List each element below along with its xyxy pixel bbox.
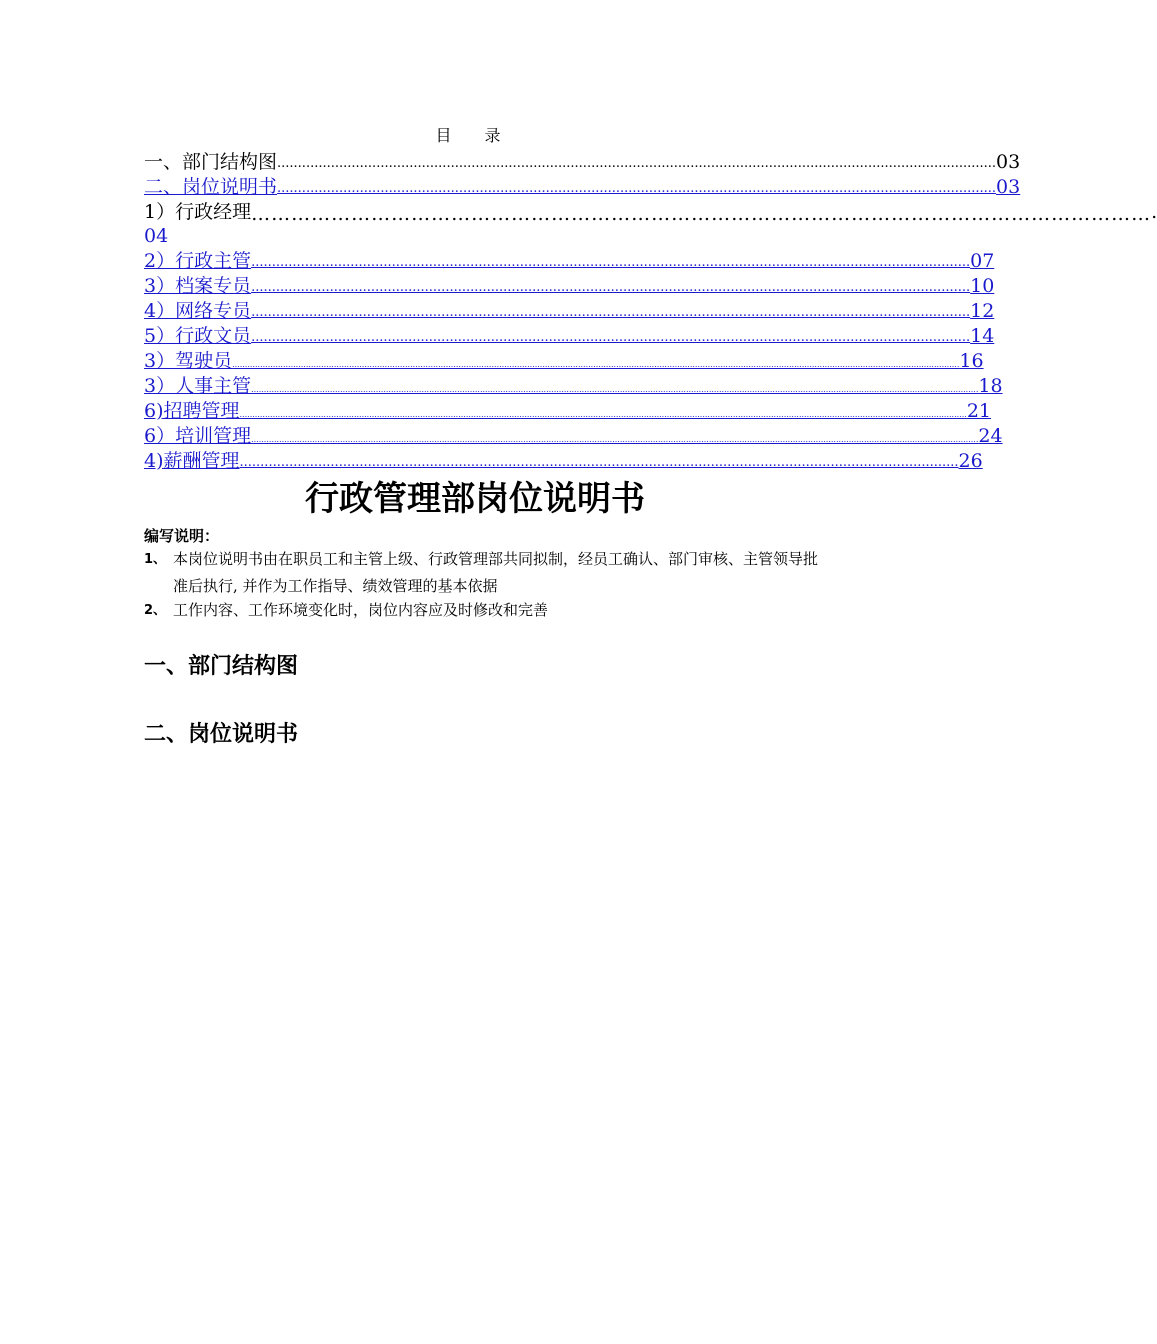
- toc-entry-label: 1）行政经理: [144, 200, 252, 223]
- toc-entry-page: 07: [970, 250, 995, 273]
- toc-entry-label: 4)薪酬管理: [144, 449, 240, 472]
- section-heading-structure: 一、部门结构图: [144, 654, 299, 679]
- toc-entry[interactable]: [144, 423, 1003, 448]
- toc-entry[interactable]: [144, 348, 984, 373]
- toc-entry-page: 18: [978, 374, 1003, 397]
- toc-entry-page: 14: [970, 325, 995, 348]
- toc-entry-page: 24: [978, 424, 1003, 447]
- note-text: 工作内容、工作环境变化时，岗位内容应及时修改和完善: [173, 601, 549, 619]
- notes-heading: 编写说明：: [144, 527, 220, 545]
- toc-entry[interactable]: [144, 273, 995, 298]
- note-text: 本岗位说明书由在职员工和主管上级、行政管理部共同拟制，经员工确认、部门审核、主管领导批准后执行, 并作为工作指导、绩效管理的基本依据: [173, 550, 819, 595]
- document-title: 行政管理部岗位说明书: [305, 479, 645, 519]
- toc-entry-page: 04: [144, 224, 169, 247]
- toc-entry-label: 3）人事主管: [144, 374, 252, 397]
- toc-entry[interactable]: [144, 373, 1003, 398]
- toc-leader-dots: ..............................................................................................................................................................................: [251, 330, 971, 346]
- toc-entry-label: 3）档案专员: [144, 275, 252, 298]
- toc-leader-dots: ..............................................................................................................................................................................................................................................................................................: [251, 384, 979, 394]
- toc-entry-label: 一、部门结构图: [144, 150, 278, 173]
- toc-entry-label: 3）驾驶员: [144, 350, 233, 373]
- section-heading-job-descriptions: 二、岗位说明书: [144, 722, 299, 747]
- toc-leader-dots: ………………………………………………………………………………………………………………………: [251, 202, 1152, 225]
- note-number: 2、: [144, 603, 167, 618]
- table-of-contents: [144, 149, 1157, 473]
- toc-heading: 目 录: [435, 126, 515, 145]
- toc-entry-page: 03: [996, 175, 1021, 198]
- toc-leader-dots: ..............................................................................................................................................................................: [251, 255, 971, 271]
- toc-entry-page: 12: [970, 300, 995, 323]
- toc-entry[interactable]: [144, 323, 995, 348]
- toc-entry[interactable]: [144, 448, 983, 473]
- toc-entry[interactable]: [144, 199, 1157, 225]
- toc-entry-label: 4）网络专员: [144, 300, 252, 323]
- toc-entry[interactable]: [144, 149, 1021, 174]
- note-number: 1、: [144, 552, 167, 567]
- toc-entry-page: 10: [970, 275, 995, 298]
- toc-entry-page: 26: [958, 449, 983, 472]
- toc-entry[interactable]: [144, 249, 995, 274]
- toc-entry-label: 6）培训管理: [144, 424, 252, 447]
- toc-entry-label: 二、岗位说明书: [144, 175, 278, 198]
- toc-leader-dots: ..............................................................................................................................................................................: [277, 180, 997, 196]
- toc-leader-dots: ..............................................................................................................................................................................: [277, 155, 997, 171]
- toc-leader-dots: ..............................................................................................................................................................................: [251, 280, 971, 296]
- toc-entry-trail-dot: .: [1151, 200, 1157, 223]
- toc-entry[interactable]: [144, 174, 1021, 199]
- toc-entry-page: 03: [996, 150, 1021, 173]
- toc-leader-dots: ..............................................................................................................................................................................: [239, 454, 959, 470]
- note-item: [144, 546, 824, 600]
- toc-leader-dots: ..............................................................................................................................................................................................................................................................................................: [239, 409, 967, 419]
- toc-entry-label: 2）行政主管: [144, 250, 252, 273]
- toc-leader-dots: ..............................................................................................................................................................................: [251, 305, 971, 321]
- toc-leader-dots: ..............................................................................................................................................................................................................................................................................................: [232, 360, 960, 370]
- toc-entry[interactable]: [144, 298, 995, 323]
- toc-leader-dots: ..............................................................................................................................................................................................................................................................................................: [251, 434, 979, 444]
- note-item: [144, 597, 824, 624]
- toc-entry-page: 21: [966, 399, 991, 422]
- toc-entry-label: 5）行政文员: [144, 325, 252, 348]
- toc-entry-label: 6)招聘管理: [144, 399, 240, 422]
- toc-entry-page: 16: [959, 350, 984, 373]
- toc-entry[interactable]: [144, 398, 991, 423]
